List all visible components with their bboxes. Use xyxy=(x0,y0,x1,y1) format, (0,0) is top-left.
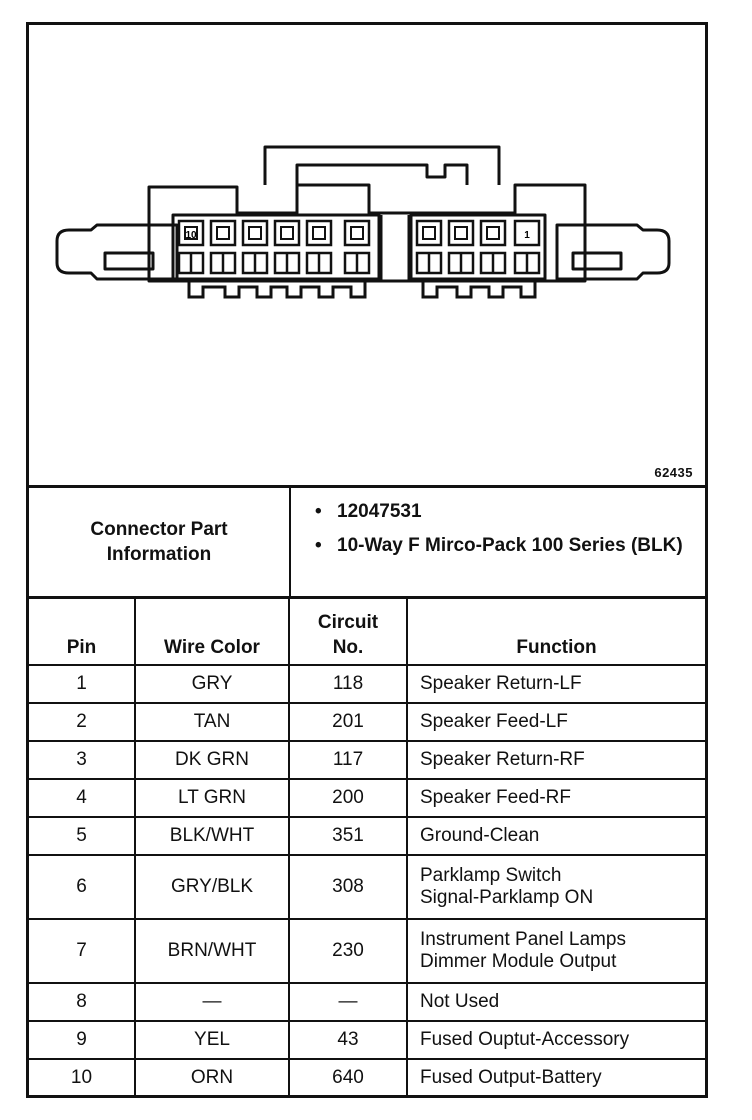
center-divider xyxy=(381,215,409,281)
pinout-table-body xyxy=(29,665,705,1096)
wire-color-cell: ORN xyxy=(135,1059,289,1096)
table-row xyxy=(29,1059,705,1096)
figure-number: 62435 xyxy=(654,465,693,480)
circuit-cell: 43 xyxy=(289,1021,407,1059)
table-row xyxy=(29,817,705,855)
function-cell xyxy=(407,703,705,741)
function-line: Speaker Feed-RF xyxy=(420,787,572,808)
function-cell xyxy=(407,1059,705,1096)
circuit-cell: 200 xyxy=(289,779,407,817)
right-cavity-block xyxy=(411,215,545,279)
cavity-4 xyxy=(417,221,441,245)
function-cell xyxy=(407,665,705,703)
cavity-6 xyxy=(307,221,331,245)
cavity-9 xyxy=(211,221,235,245)
pin-cell: 10 xyxy=(29,1059,135,1096)
left-slot xyxy=(105,253,153,269)
pin-cell: 7 xyxy=(29,919,135,983)
connector-info-label xyxy=(29,488,291,596)
function-cell xyxy=(407,817,705,855)
left-teeth xyxy=(189,281,365,297)
pin-cell: 5 xyxy=(29,817,135,855)
table-row xyxy=(29,741,705,779)
bullet-icon: • xyxy=(315,535,322,556)
function-line: Dimmer Module Output xyxy=(420,951,617,972)
pinout-table xyxy=(29,596,705,1096)
header-pin: Pin xyxy=(29,597,135,665)
function-cell xyxy=(407,919,705,983)
circuit-cell: 117 xyxy=(289,741,407,779)
connector-part-info xyxy=(29,488,705,599)
circuit-cell: 201 xyxy=(289,703,407,741)
bullet-icon: • xyxy=(315,501,322,522)
pin-cell: 9 xyxy=(29,1021,135,1059)
table-row xyxy=(29,779,705,817)
part-number: 12047531 xyxy=(337,501,422,522)
wire-color-cell: LT GRN xyxy=(135,779,289,817)
table-row xyxy=(29,665,705,703)
connector-info-label-line1: Connector Part xyxy=(90,519,228,540)
function-cell xyxy=(407,855,705,919)
circuit-cell: 118 xyxy=(289,665,407,703)
wire-color-cell: — xyxy=(135,983,289,1021)
function-line: Speaker Return-LF xyxy=(420,673,582,694)
table-row xyxy=(29,919,705,983)
latch-inner xyxy=(297,165,467,185)
right-slot xyxy=(573,253,621,269)
pin-label-10: 10 xyxy=(185,230,197,241)
pin-cell: 6 xyxy=(29,855,135,919)
connector-info-list xyxy=(315,500,695,568)
connector-info-label-line2: Information xyxy=(106,544,212,565)
header-circuit-line1: Circuit xyxy=(317,612,379,633)
wire-color-cell: BRN/WHT xyxy=(135,919,289,983)
connector-drawing xyxy=(29,25,705,485)
function-line: Ground-Clean xyxy=(420,825,540,846)
function-line: Signal-Parklamp ON xyxy=(420,887,594,908)
pin-cell: 1 xyxy=(29,665,135,703)
table-row xyxy=(29,983,705,1021)
wire-color-cell: YEL xyxy=(135,1021,289,1059)
table-row xyxy=(29,1021,705,1059)
connector-type: 10-Way F Mirco-Pack 100 Series (BLK) xyxy=(337,535,683,556)
connector-info-item xyxy=(315,500,695,524)
function-line: Speaker Feed-LF xyxy=(420,711,568,732)
circuit-cell: 351 xyxy=(289,817,407,855)
function-cell xyxy=(407,983,705,1021)
circuit-cell: 640 xyxy=(289,1059,407,1096)
cavity-3 xyxy=(449,221,473,245)
function-cell xyxy=(407,1021,705,1059)
function-line: Not Used xyxy=(420,991,500,1012)
cavity-7 xyxy=(275,221,299,245)
cavity-2 xyxy=(481,221,505,245)
header-circuit-line2: No. xyxy=(332,637,364,658)
function-line: Instrument Panel Lamps xyxy=(420,929,626,950)
wire-color-cell: TAN xyxy=(135,703,289,741)
function-line: Fused Output-Battery xyxy=(420,1067,602,1088)
circuit-cell: — xyxy=(289,983,407,1021)
wire-color-cell: DK GRN xyxy=(135,741,289,779)
function-line: Parklamp Switch xyxy=(420,865,562,886)
connector-body xyxy=(149,185,585,281)
wire-color-cell: GRY xyxy=(135,665,289,703)
function-cell xyxy=(407,741,705,779)
table-header-row xyxy=(29,597,705,665)
right-teeth xyxy=(423,281,535,297)
function-line: Speaker Return-RF xyxy=(420,749,585,770)
wire-color-cell: BLK/WHT xyxy=(135,817,289,855)
function-line: Fused Ouptut-Accessory xyxy=(420,1029,630,1050)
cavity-5 xyxy=(345,221,369,245)
header-function: Function xyxy=(407,597,705,665)
pin-label-1: 1 xyxy=(524,230,530,241)
connector-figure xyxy=(29,25,705,488)
pin-cell: 2 xyxy=(29,703,135,741)
header-circuit-no xyxy=(289,597,407,665)
connector-sheet xyxy=(26,22,708,1098)
table-row xyxy=(29,855,705,919)
pin-cell: 4 xyxy=(29,779,135,817)
pin-cell: 3 xyxy=(29,741,135,779)
wire-color-cell: GRY/BLK xyxy=(135,855,289,919)
circuit-cell: 308 xyxy=(289,855,407,919)
connector-info-item xyxy=(315,534,695,558)
circuit-cell: 230 xyxy=(289,919,407,983)
header-wire-color: Wire Color xyxy=(135,597,289,665)
pin-cell: 8 xyxy=(29,983,135,1021)
cavity-8 xyxy=(243,221,267,245)
function-cell xyxy=(407,779,705,817)
table-row xyxy=(29,703,705,741)
